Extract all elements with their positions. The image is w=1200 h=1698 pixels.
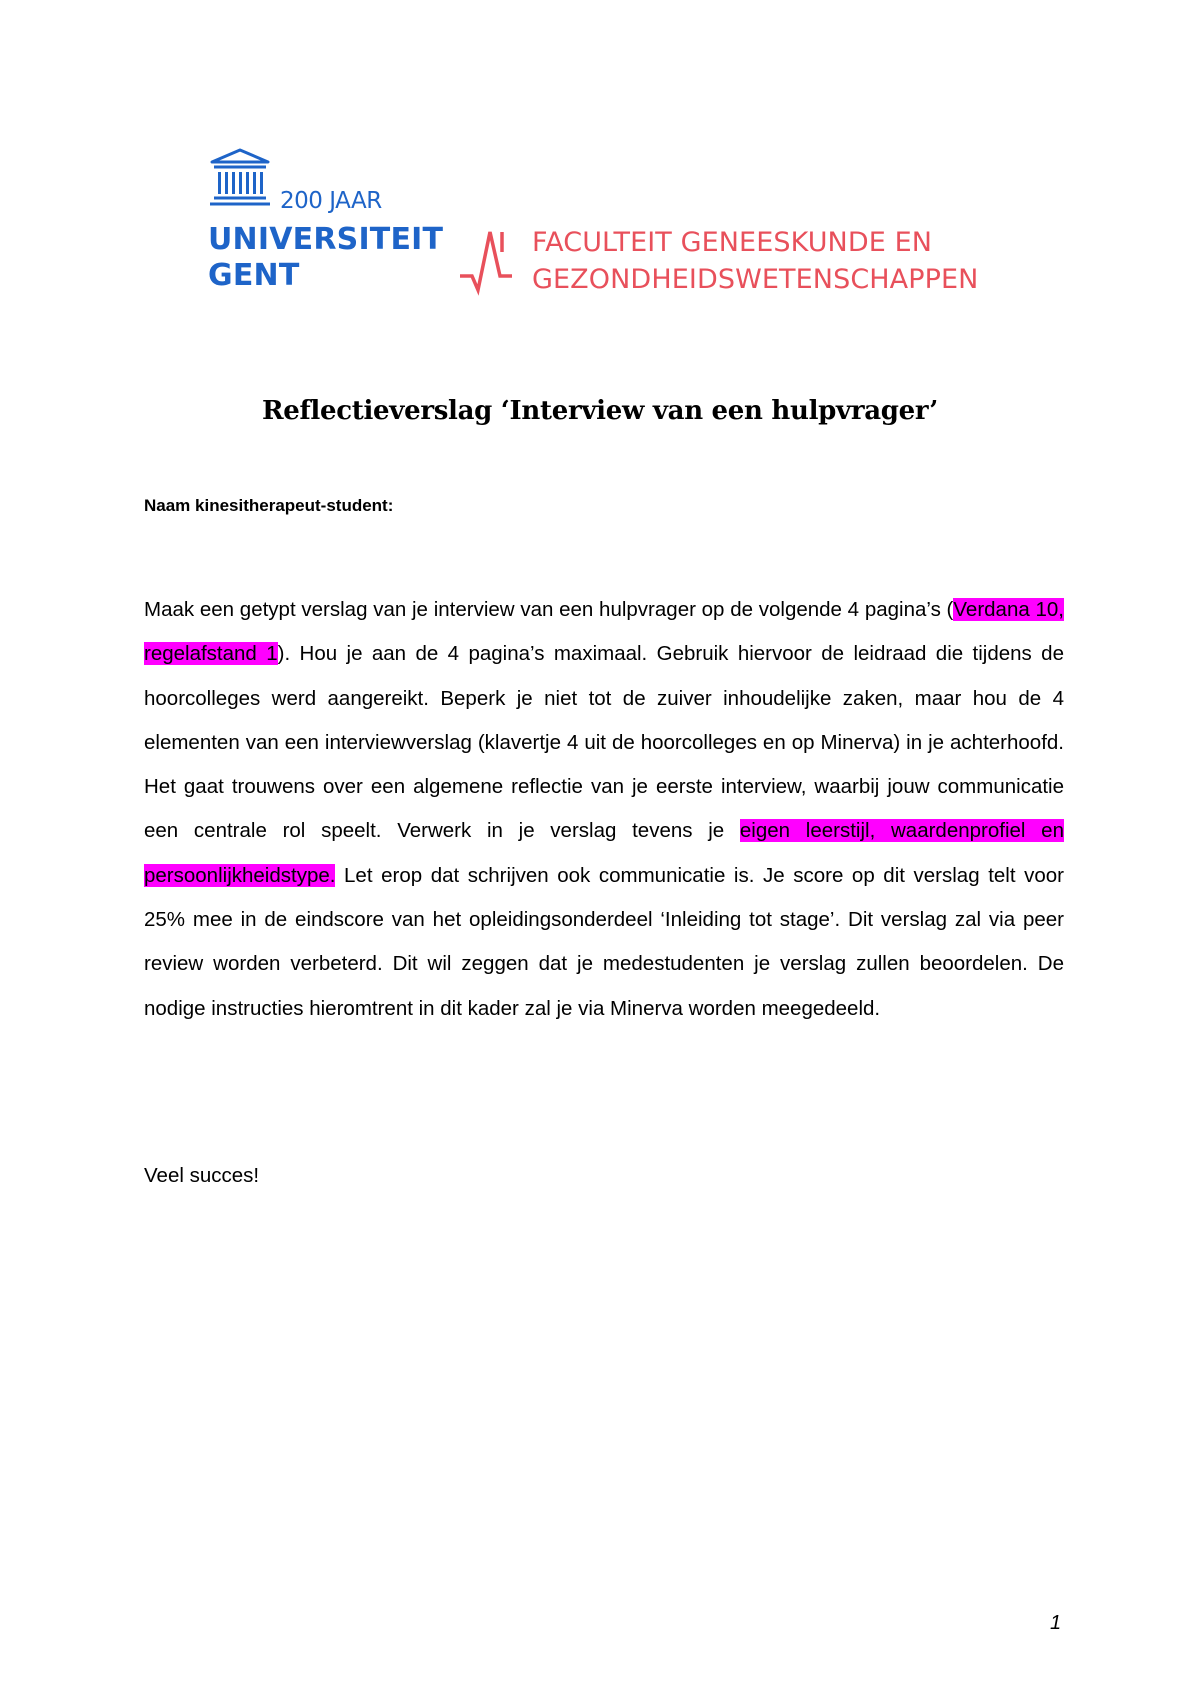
instructions-text-1: Maak een getypt verslag van je interview van een hulpvrager op de volgende 4 pagina’s ( xyxy=(144,598,954,621)
university-building-icon xyxy=(208,148,272,208)
student-name-label: Naam kinesitherapeut-student: xyxy=(144,496,394,515)
highlight-font-spec: Verdana 10, regelafstand 1 xyxy=(144,598,1065,666)
faculty-name xyxy=(532,224,978,298)
highlight-profile-spec: eigen leerstijl, waardenprofiel en persoonlijkheidstype. xyxy=(144,819,1064,887)
instructions-paragraph xyxy=(144,588,1064,1031)
instructions-text-3: Let erop dat schrijven ook communicatie is. Je score op dit verslag telt voor 25% mee in de eindscore van het opleidingsonderdeel ‘Inleiding tot stage’. Dit verslag zal via peer review worden verbeterd. Dit wil zeggen dat je medestudenten je verslag zullen beoordelen. De nodige instructies hieromtrent in dit kader zal je via Minerva worden meegedeeld. xyxy=(144,863,1064,1020)
heartbeat-icon xyxy=(458,224,524,298)
faculty-name-line1: FACULTEIT GENEESKUNDE EN xyxy=(532,227,933,258)
university-name xyxy=(208,222,443,294)
page-number: 1 xyxy=(1050,1612,1062,1634)
university-name-line2: GENT xyxy=(208,258,300,293)
university-logo xyxy=(208,148,444,298)
anniversary-label: 200 JAAR xyxy=(280,188,382,214)
document-title: Reflectieverslag ‘Interview van een hulpvrager’ xyxy=(261,396,939,426)
university-name-line1: UNIVERSITEIT xyxy=(208,222,444,257)
closing-remark: Veel succes! xyxy=(144,1164,260,1187)
faculty-name-line2: GEZONDHEIDSWETENSCHAPPEN xyxy=(532,264,979,295)
faculty-logo xyxy=(458,224,978,300)
instructions-text-2: ). Hou je aan de 4 pagina’s maximaal. Gebruik hiervoor de leidraad die tijdens de hoorcolleges werd aangereikt. Beperk je niet tot de zuiver inhoudelijke zaken, maar hou de 4 elementen van een interviewverslag (klavertje 4 uit de hoorcolleges en op Minerva) in je achterhoofd. Het gaat trouwens over een algemene reflectie van je eerste interview, waarbij jouw communicatie een centrale rol speelt. Verwerk in je verslag tevens je xyxy=(144,642,1064,843)
